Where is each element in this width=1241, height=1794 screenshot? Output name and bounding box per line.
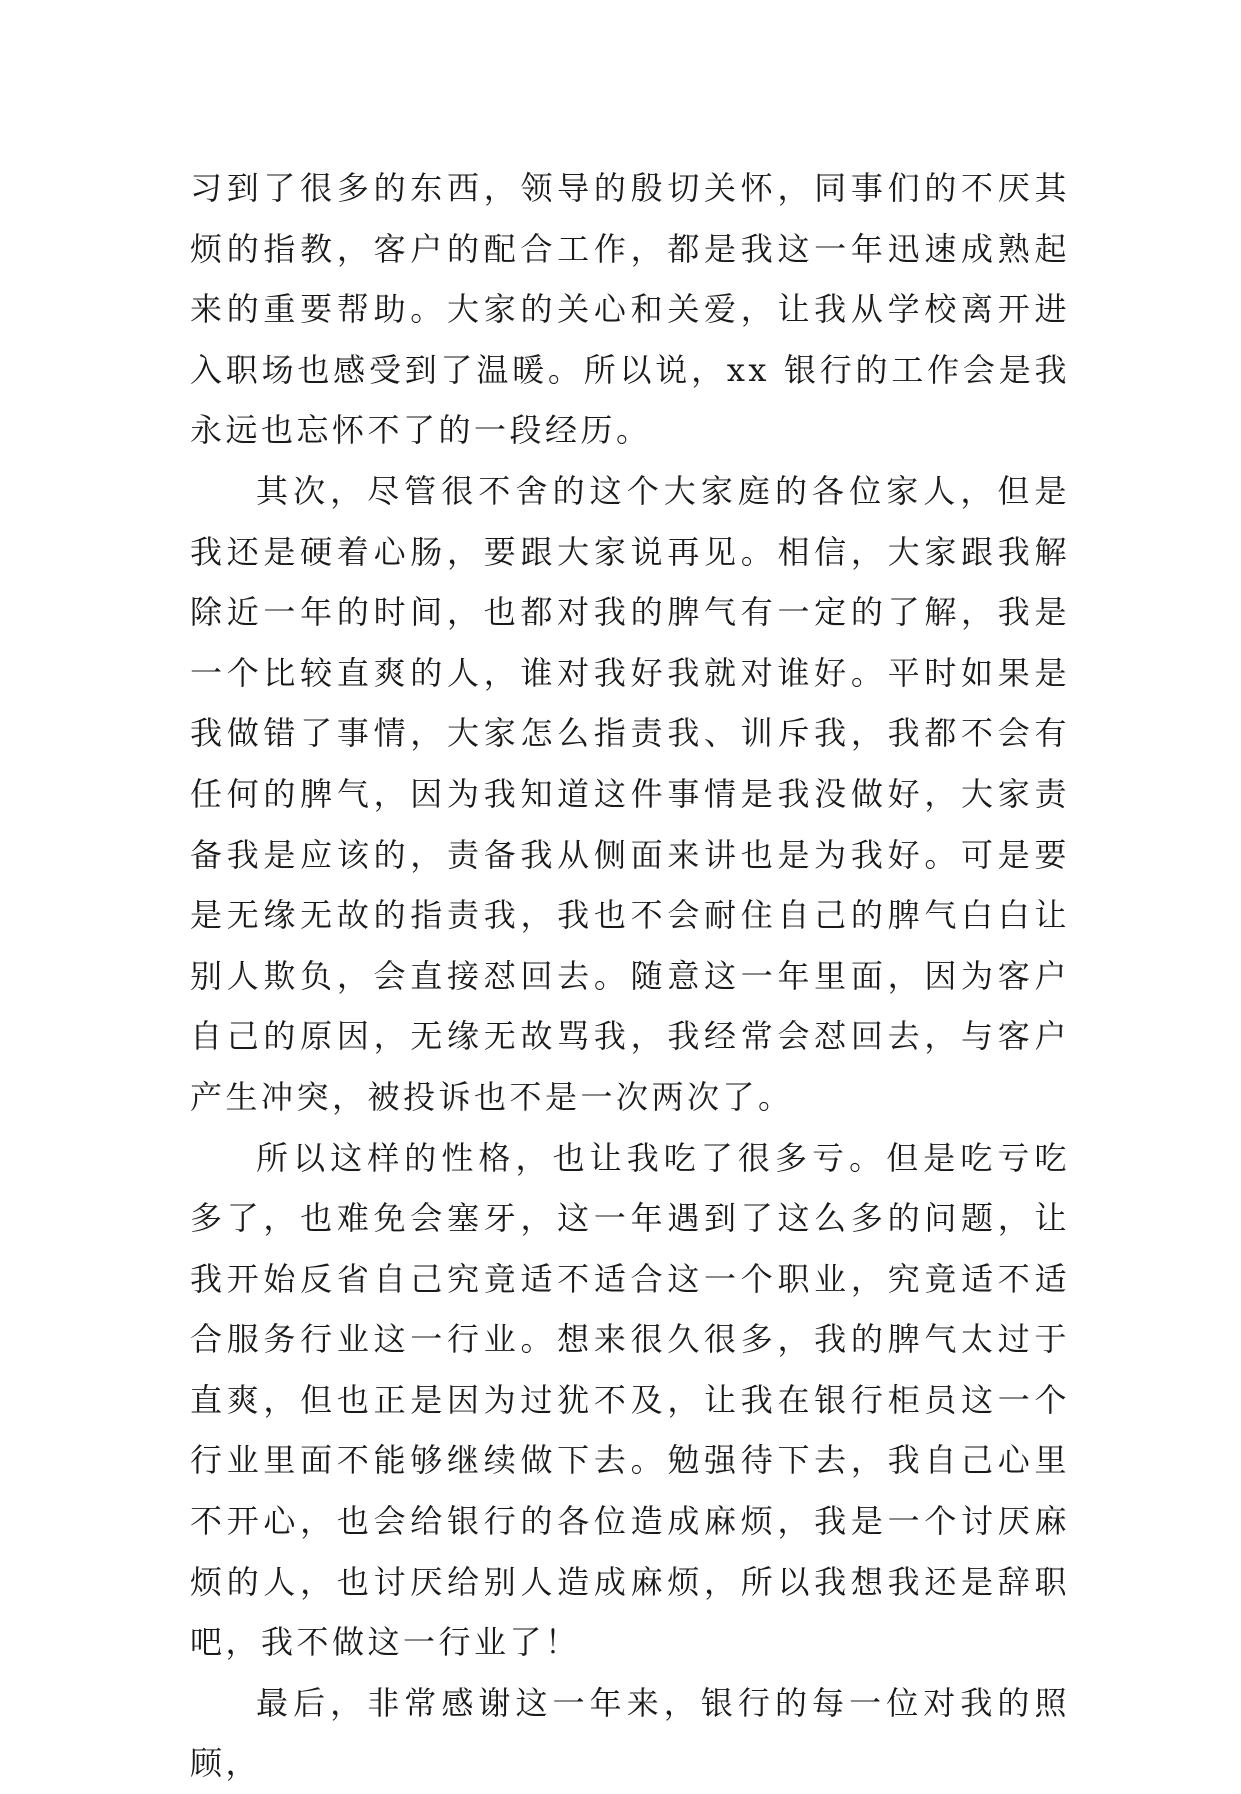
paragraph-personality: 所以这样的性格，也让我吃了很多亏。但是吃亏吃多了，也难免会塞牙，这一年遇到了这么多的问题，让我开始反省自己究竟适不适合这一个职业，究竟适不适合服务行业这一行业。想来很久很多，我的脾气太过于直爽，但也正是因为过犹不及，让我在银行柜员这一个行业里面不能够继续做下去。勉强待下去，我自己心里不开心，也会给银行的各位造成麻烦，我是一个讨厌麻烦的人，也讨厌给别人造成麻烦，所以我想我还是辞职吧，我不做这一行业了！ (190, 1138, 1070, 1662)
paragraph-continuation: 习到了很多的东西，领导的殷切关怀，同事们的不厌其烦的指教，客户的配合工作，都是我这一年迅速成熟起来的重要帮助。大家的关心和关爱，让我从学校离开进入职场也感受到了温暖。所以说，xx 银行的工作会是我永远也忘怀不了的一段经历。 (190, 169, 1070, 450)
document-body (190, 158, 1070, 1794)
paragraph-second-reason: 其次，尽管很不舍的这个大家庭的各位家人，但是我还是硬着心肠，要跟大家说再见。相信，大家跟我解除近一年的时间，也都对我的脾气有一定的了解，我是一个比较直爽的人，谁对我好我就对谁好。平时如果是我做错了事情，大家怎么指责我、训斥我，我都不会有任何的脾气，因为我知道这件事情是我没做好，大家责备我是应该的，责备我从侧面来讲也是为我好。可是要是无缘无故的指责我，我也不会耐住自己的脾气白白让别人欺负，会直接怼回去。随意这一年里面，因为客户自己的原因，无缘无故骂我，我经常会怼回去，与客户产生冲突，被投诉也不是一次两次了。 (190, 471, 1070, 1116)
paragraph-final-thanks: 最后，非常感谢这一年来，银行的每一位对我的照顾， (190, 1683, 1070, 1783)
